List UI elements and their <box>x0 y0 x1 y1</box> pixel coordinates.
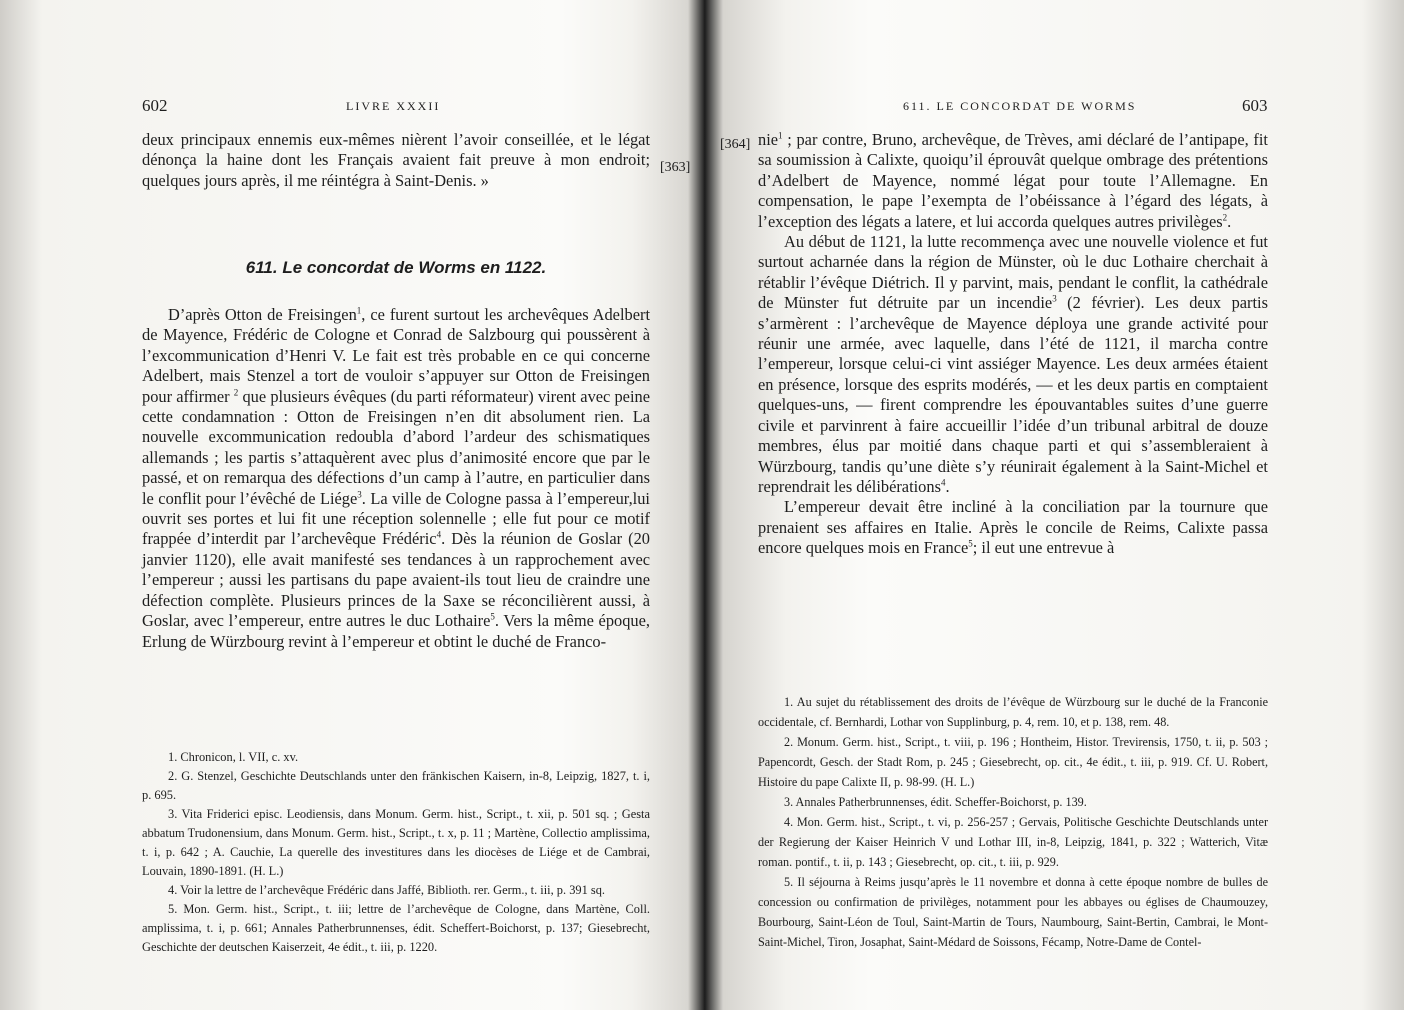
footnote-marker: 3 <box>357 489 362 500</box>
footnote: 4. Mon. Germ. hist., Script., t. vi, p. 256-257 ; Gervais, Politische Geschichte Deutschlands unter der Regierung der Kaiser Heinrich V und Lothar III, in-8, Leipzig, 1841, p. 322 ; Watterich, Vitæ roman. pontif., t. ii, p. 143 ; Giesebrecht, op. cit., t. iii, p. 929. <box>758 815 1268 869</box>
footnotes <box>142 748 650 957</box>
footnote: 4. Voir la lettre de l’archevêque Frédéric dans Jaffé, Biblioth. rer. Germ., t. iii, p. 391 sq. <box>168 883 605 897</box>
footnote-marker: 2 <box>1222 212 1228 223</box>
page-number: 602 <box>142 96 168 115</box>
footnote-marker: 1 <box>356 305 362 316</box>
paragraph: nie$^1$ ; par contre, Bruno, archevêque, de Trèves, ami déclaré de l’antipape, fit sa soumission à Calixte, quoiqu’il éprouvât quelque ombrage des prétentions d’Adelbert de Mayence, nommé légat pour toute l’Allemagne. En compensation, le pape l’exempta de l’obéissance à l’égard des légats, à l’exception des légats a latere, et lui accorda quelques autres privilèges$^2$. <box>758 130 1268 231</box>
continuation-text <box>142 130 650 191</box>
body-text <box>758 130 1268 559</box>
footnote-marker: 4 <box>436 530 442 540</box>
paragraph: Au début de 1121, la lutte recommença avec une nouvelle violence et fut surtout acharnée dans la région de Münster, où le duc Lothaire cherchait à rétablir l’évêque Diétrich. Il y parvint, mais, pendant le conflit, la cathédrale de Münster fut détruite par un incendie$^3$ (2 février). Les deux partis s’armèrent : l’archevêque de Mayence déploya une grande activité pour réunir une armée, avec laquelle, dans l’été de 1121, il marcha contre l’empereur, lorsque celui-ci vint assiéger Mayence. Les deux armées étaient en présence, lorsque des esprits modérés, — et les deux partis en comptaient quelques-uns, — firent comprendre les épouvantables suites d’une guerre civile et parvinrent à faire accueillir l’idée d’un tribunal arbitral de douze membres, élus par moitié dans chaque parti et qui s’assembleraient à Würzbourg, tandis qu’une diète s’y réunirait également à la Saint-Michel et reprendrait les délibérations$^4$. <box>758 232 1268 496</box>
paragraph: D’après Otton de Freisingen$^1$, ce furent surtout les archevêques Adelbert de Mayence, Frédéric de Cologne et Conrad de Salzbourg qui poussèrent à l’excommunication d’Henri V. Le fait est très probable en ce qui concerne Adelbert, mais Stenzel a tort de vouloir s’appuyer sur Otton de Freisingen pour affirmer $^2$ que plusieurs évêques (du parti réformateur) virent avec peine cette condamnation : Otton de Freisingen n’en dit absolument rien. La nouvelle excommunication redoubla d’abord l’ardeur des schismatiques allemands ; les partis s’attaquèrent avec plus d’animosité encore que par le passé, et on remarqua des défections d’un camp à l’autre, en particulier dans le conflit pour l’évêché de Liége$^3$. La ville de Cologne passa à l’empereur,lui ouvrit ses portes et lui fit une réception solennelle ; elle fut pour ce motif frappée d’interdit par l’archevêque Frédéric$^4$. Dès la réunion de Goslar (20 janvier 1120), elle avait manifesté ses tendances à un rapprochement avec l’empereur ; aussi les partisans du pape avaient-ils tout lieu de craindre une défection complète. Plusieurs princes de la Saxe se réconcilièrent aussi, à Goslar, avec l’empereur, entre autres le duc Lothaire$^5$. Vers la même époque, Erlung de Würzbourg revint à l’empereur et obtint le duché de Franco- <box>142 305 650 651</box>
section-heading: 611. Le concordat de Worms en 1122. <box>245 258 547 277</box>
footnote-marker: 5 <box>490 611 495 622</box>
footnote: 1. Au sujet du rétablissement des droits de l’évêque de Würzbourg sur le duché de la Franconie occidentale, cf. Bernhardi, Lothar von Supplinburg, p. 4, rem. 10, et p. 138, rem. 48. <box>758 695 1268 729</box>
footnote-marker: 3 <box>1052 293 1057 304</box>
running-head: LIVRE XXXII <box>346 99 441 113</box>
footnote-marker: 4 <box>940 477 946 488</box>
right-page <box>706 0 1404 1010</box>
footnote: 1. Chronicon, l. VII, c. xv. <box>168 750 299 764</box>
footnote: 3. Annales Patherbrunnenses, édit. Scheffer-Boichorst, p. 139. <box>784 795 1087 809</box>
footnote-marker: 2 <box>233 387 239 398</box>
footnote: 5. Mon. Germ. hist., Script., t. iii; lettre de l’archevêque de Cologne, dans Martène, Coll. amplissima, t. i, p. 661; Annales Patherbrunnenses, édit. Scheffert-Boichorst, p. 137; Giesebrecht, Geschichte der deutschen Kaiserzeit, 4e édit., t. iii, p. 1220. <box>142 902 650 954</box>
footnote: 3. Vita Friderici episc. Leodiensis, dans Monum. Germ. hist., Script., t. xii, p. 501 sq. ; Gesta abbatum Trudonensium, dans Monum. Germ. hist., Script., t. x, p. 11 ; Martène, Collectio amplissima, t. i, p. 642 ; A. Cauchie, La querelle des investitures dans les diocèses de Liége et de Cambrai, Louvain, 1890-1891. (H. L.) <box>142 807 650 878</box>
footnotes <box>758 692 1268 952</box>
body-text <box>142 305 650 652</box>
footnote: 2. G. Stenzel, Geschichte Deutschlands unter den fränkischen Kaisern, in-8, Leipzig, 1827, t. i, p. 695. <box>142 769 650 802</box>
margin-reference: [364] <box>720 137 751 152</box>
paragraph: L’empereur devait être incliné à la conciliation par la tournure que prenaient ses affaires en Italie. Après le concile de Reims, Calixte passa encore quelques mois en France$^5$; il eut une entrevue à <box>758 497 1268 558</box>
footnote-marker: 5 <box>968 538 973 549</box>
footnote: 2. Monum. Germ. hist., Script., t. viii, p. 196 ; Hontheim, Histor. Trevirensis, 1750, t. ii, p. 503 ; Papencordt, Gesch. der Stadt Rom, p. 245 ; Giesebrecht, op. cit., 4e édit., t. iii, p. 919. Cf. U. Robert, Histoire du pape Calixte II, p. 98-99. (H. L.) <box>758 735 1268 789</box>
page-number: 603 <box>1242 96 1268 115</box>
running-head: 611. LE CONCORDAT DE WORMS <box>903 99 1137 113</box>
footnote: 5. Il séjourna à Reims jusqu’après le 11 novembre et donna à cette époque nombre de bulles de concession ou confirmation de privilèges, notamment pour les abbayes ou églises de Chaumouzey, Bourbourg, Saint-Léon de Toul, Saint-Martin de Tours, Naumbourg, Saint-Bertin, Cambrai, le Mont-Saint-Michel, Tiron, Josaphat, Saint-Médard de Soissons, Fécamp, Notre-Dame de Contel- <box>758 875 1268 949</box>
left-page <box>0 0 700 1010</box>
margin-reference: [363] <box>660 160 691 175</box>
footnote-marker: 1 <box>778 130 783 141</box>
paragraph: deux principaux ennemis eux-mêmes nièrent l’avoir conseillée, et le légat dénonça la haine dont les Français avaient fait preuve à mon endroit; quelques jours après, il me réintégra à Saint-Denis. » <box>142 130 650 190</box>
